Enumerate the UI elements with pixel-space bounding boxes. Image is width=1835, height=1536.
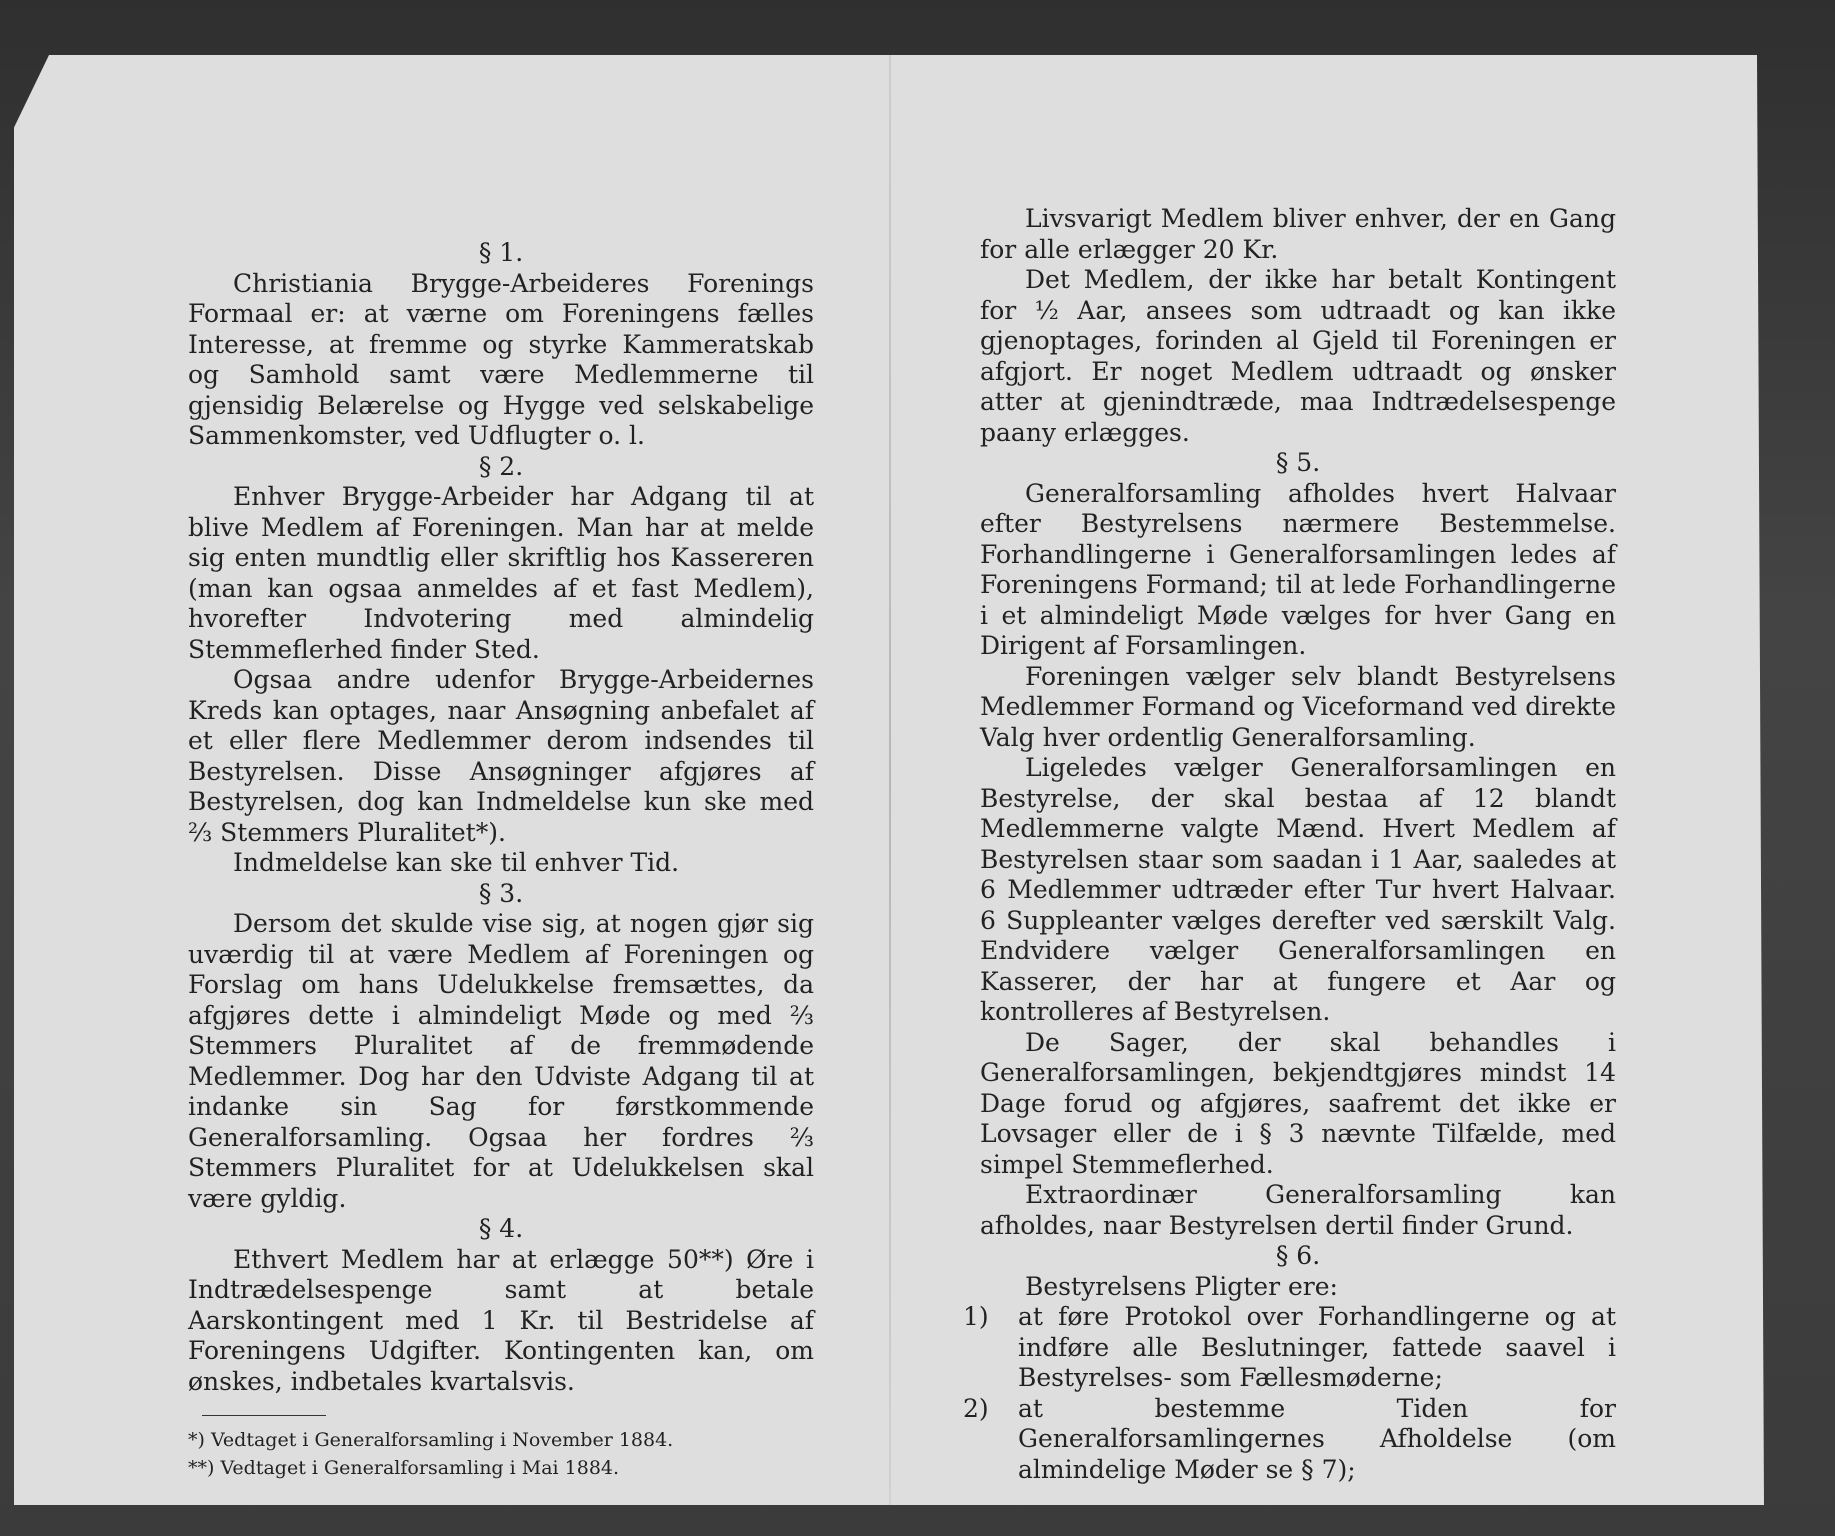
list-number: 2) bbox=[963, 1393, 989, 1423]
paragraph: Extraordinær Generalforsamling kan afholdes, naar Bestyrelsen dertil finder Grund. bbox=[980, 1180, 1616, 1240]
paragraph: Ogsaa andre udenfor Brygge-Arbeidernes Kreds kan optages, naar Ansøgning anbefalet af et eller flere Medlemmer derom indsendes til Bestyrelsen. Disse Ansøgninger afgjøres af Bestyrelsen, dog kan Indmeldelse kun ske med ⅔ Stemmers Pluralitet*). bbox=[188, 665, 814, 847]
paragraph: De Sager, der skal behandles i Generalforsamlingen, bekjendtgjøres mindst 14 Dage forud og afgjøres, saafremt det ikke er Lovsager eller de i § 3 nævnte Tilfælde, med simpel Stemmeflerhed. bbox=[980, 1027, 1616, 1179]
paragraph: Ethvert Medlem har at erlægge 50**) Øre i Indtrædelsespenge samt at betale Aarskontingent med 1 Kr. til Bestridelse af Foreningens Udgifter. Kontingenten kan, om ønskes, indbetales kvartalsvis. bbox=[188, 1244, 814, 1396]
footnote-1: *) Vedtaget i Generalforsamling i November 1884. bbox=[188, 1429, 674, 1451]
left-page bbox=[188, 238, 814, 1482]
right-page bbox=[963, 204, 1616, 1485]
list-item-text: at bestemme Tiden for Generalforsamlingernes Afholdelse (om almindelige Møder se § 7); bbox=[1018, 1393, 1616, 1484]
paragraph: Livsvarigt Medlem bliver enhver, der en Gang for alle erlægger 20 Kr. bbox=[980, 204, 1616, 264]
list-item bbox=[963, 1393, 1616, 1486]
paragraph: Enhver Brygge-Arbeider har Adgang til at blive Medlem af Foreningen. Man har at melde sig enten mundtlig eller skriftlig hos Kassereren (man kan ogsaa anmeldes af et fast Medlem), hvorefter Indvotering med almindelig Stemmeflerhed finder Sted. bbox=[188, 482, 814, 664]
list-number: 1) bbox=[963, 1302, 989, 1331]
section-heading-2: § 2. bbox=[478, 451, 524, 481]
paragraph: Dersom det skulde vise sig, at nogen gjør sig uværdig til at være Medlem af Foreningen og Forslag om hans Udelukkelse fremsættes, da afgjøres dette i almindeligt Møde og med ⅔ Stemmers Pluralitet af de fremmødende Medlemmer. Dog har den Udviste Adgang til at indanke sin Sag for førstkommende Generalforsamling. Ogsaa her fordres ⅔ Stemmers Pluralitet for at Udelukkelsen skal være gyldig. bbox=[188, 909, 814, 1213]
section-heading-1: § 1. bbox=[478, 238, 524, 267]
paragraph: Ligeledes vælger Generalforsamlingen en Bestyrelse, der skal bestaa af 12 blandt Medlemmerne valgte Mænd. Hvert Medlem af Bestyrelsen staar som saadan i 1 Aar, saaledes at 6 Medlemmer udtræder efter Tur hvert Halvaar. 6 Suppleanter vælges derefter ved særskilt Valg. Endvidere vælger Generalforsamlingen en Kasserer, der har at fungere et Aar og kontrolleres af Bestyrelsen. bbox=[980, 753, 1616, 1026]
center-fold bbox=[889, 55, 891, 1505]
section-heading-4: § 4. bbox=[478, 1214, 524, 1243]
paragraph: Foreningen vælger selv blandt Bestyrelsens Medlemmer Formand og Viceformand ved direkte Valg hver ordentlig Generalforsamling. bbox=[980, 661, 1616, 752]
list-item-text: at føre Protokol over Forhandlingerne og at indføre alle Beslutninger, fattede saavel i Bestyrelses- som Fællesmøderne; bbox=[1018, 1302, 1616, 1392]
footnote-rule bbox=[202, 1415, 326, 1416]
section-heading-3: § 3. bbox=[478, 878, 524, 908]
paragraph: Christiania Brygge-Arbeideres Forenings Formaal er: at værne om Foreningens fælles Interesse, at fremme og styrke Kammeratskab og Samhold samt være Medlemmerne til gjensidig Belærelse og Hygge ved selskabelige Sammenkomster, ved Udflugter o. l. bbox=[188, 268, 814, 450]
section-heading-5: § 5. bbox=[1275, 448, 1321, 477]
footnote-2: **) Vedtaget i Generalforsamling i Mai 1884. bbox=[188, 1457, 620, 1479]
section-heading-6: § 6. bbox=[1275, 1241, 1321, 1270]
paragraph: Indmeldelse kan ske til enhver Tid. bbox=[233, 848, 680, 877]
paragraph: Generalforsamling afholdes hvert Halvaar efter Bestyrelsens nærmere Bestemmelse. Forhandlingerne i Generalforsamlingen ledes af Foreningens Formand; til at lede Forhandlingerne i et almindeligt Møde vælges for hver Gang en Dirigent af Forsamlingen. bbox=[980, 478, 1616, 660]
paragraph: Det Medlem, der ikke har betalt Kontingent for ½ Aar, ansees som udtraadt og kan ikke gjenoptages, forinden al Gjeld til Foreningen er afgjort. Er noget Medlem udtraadt og ønsker atter at gjenindtræde, maa Indtrædelsespenge paany erlægges. bbox=[980, 265, 1616, 447]
list-item bbox=[963, 1302, 1616, 1394]
paragraph: Bestyrelsens Pligter ere: bbox=[1025, 1271, 1338, 1301]
